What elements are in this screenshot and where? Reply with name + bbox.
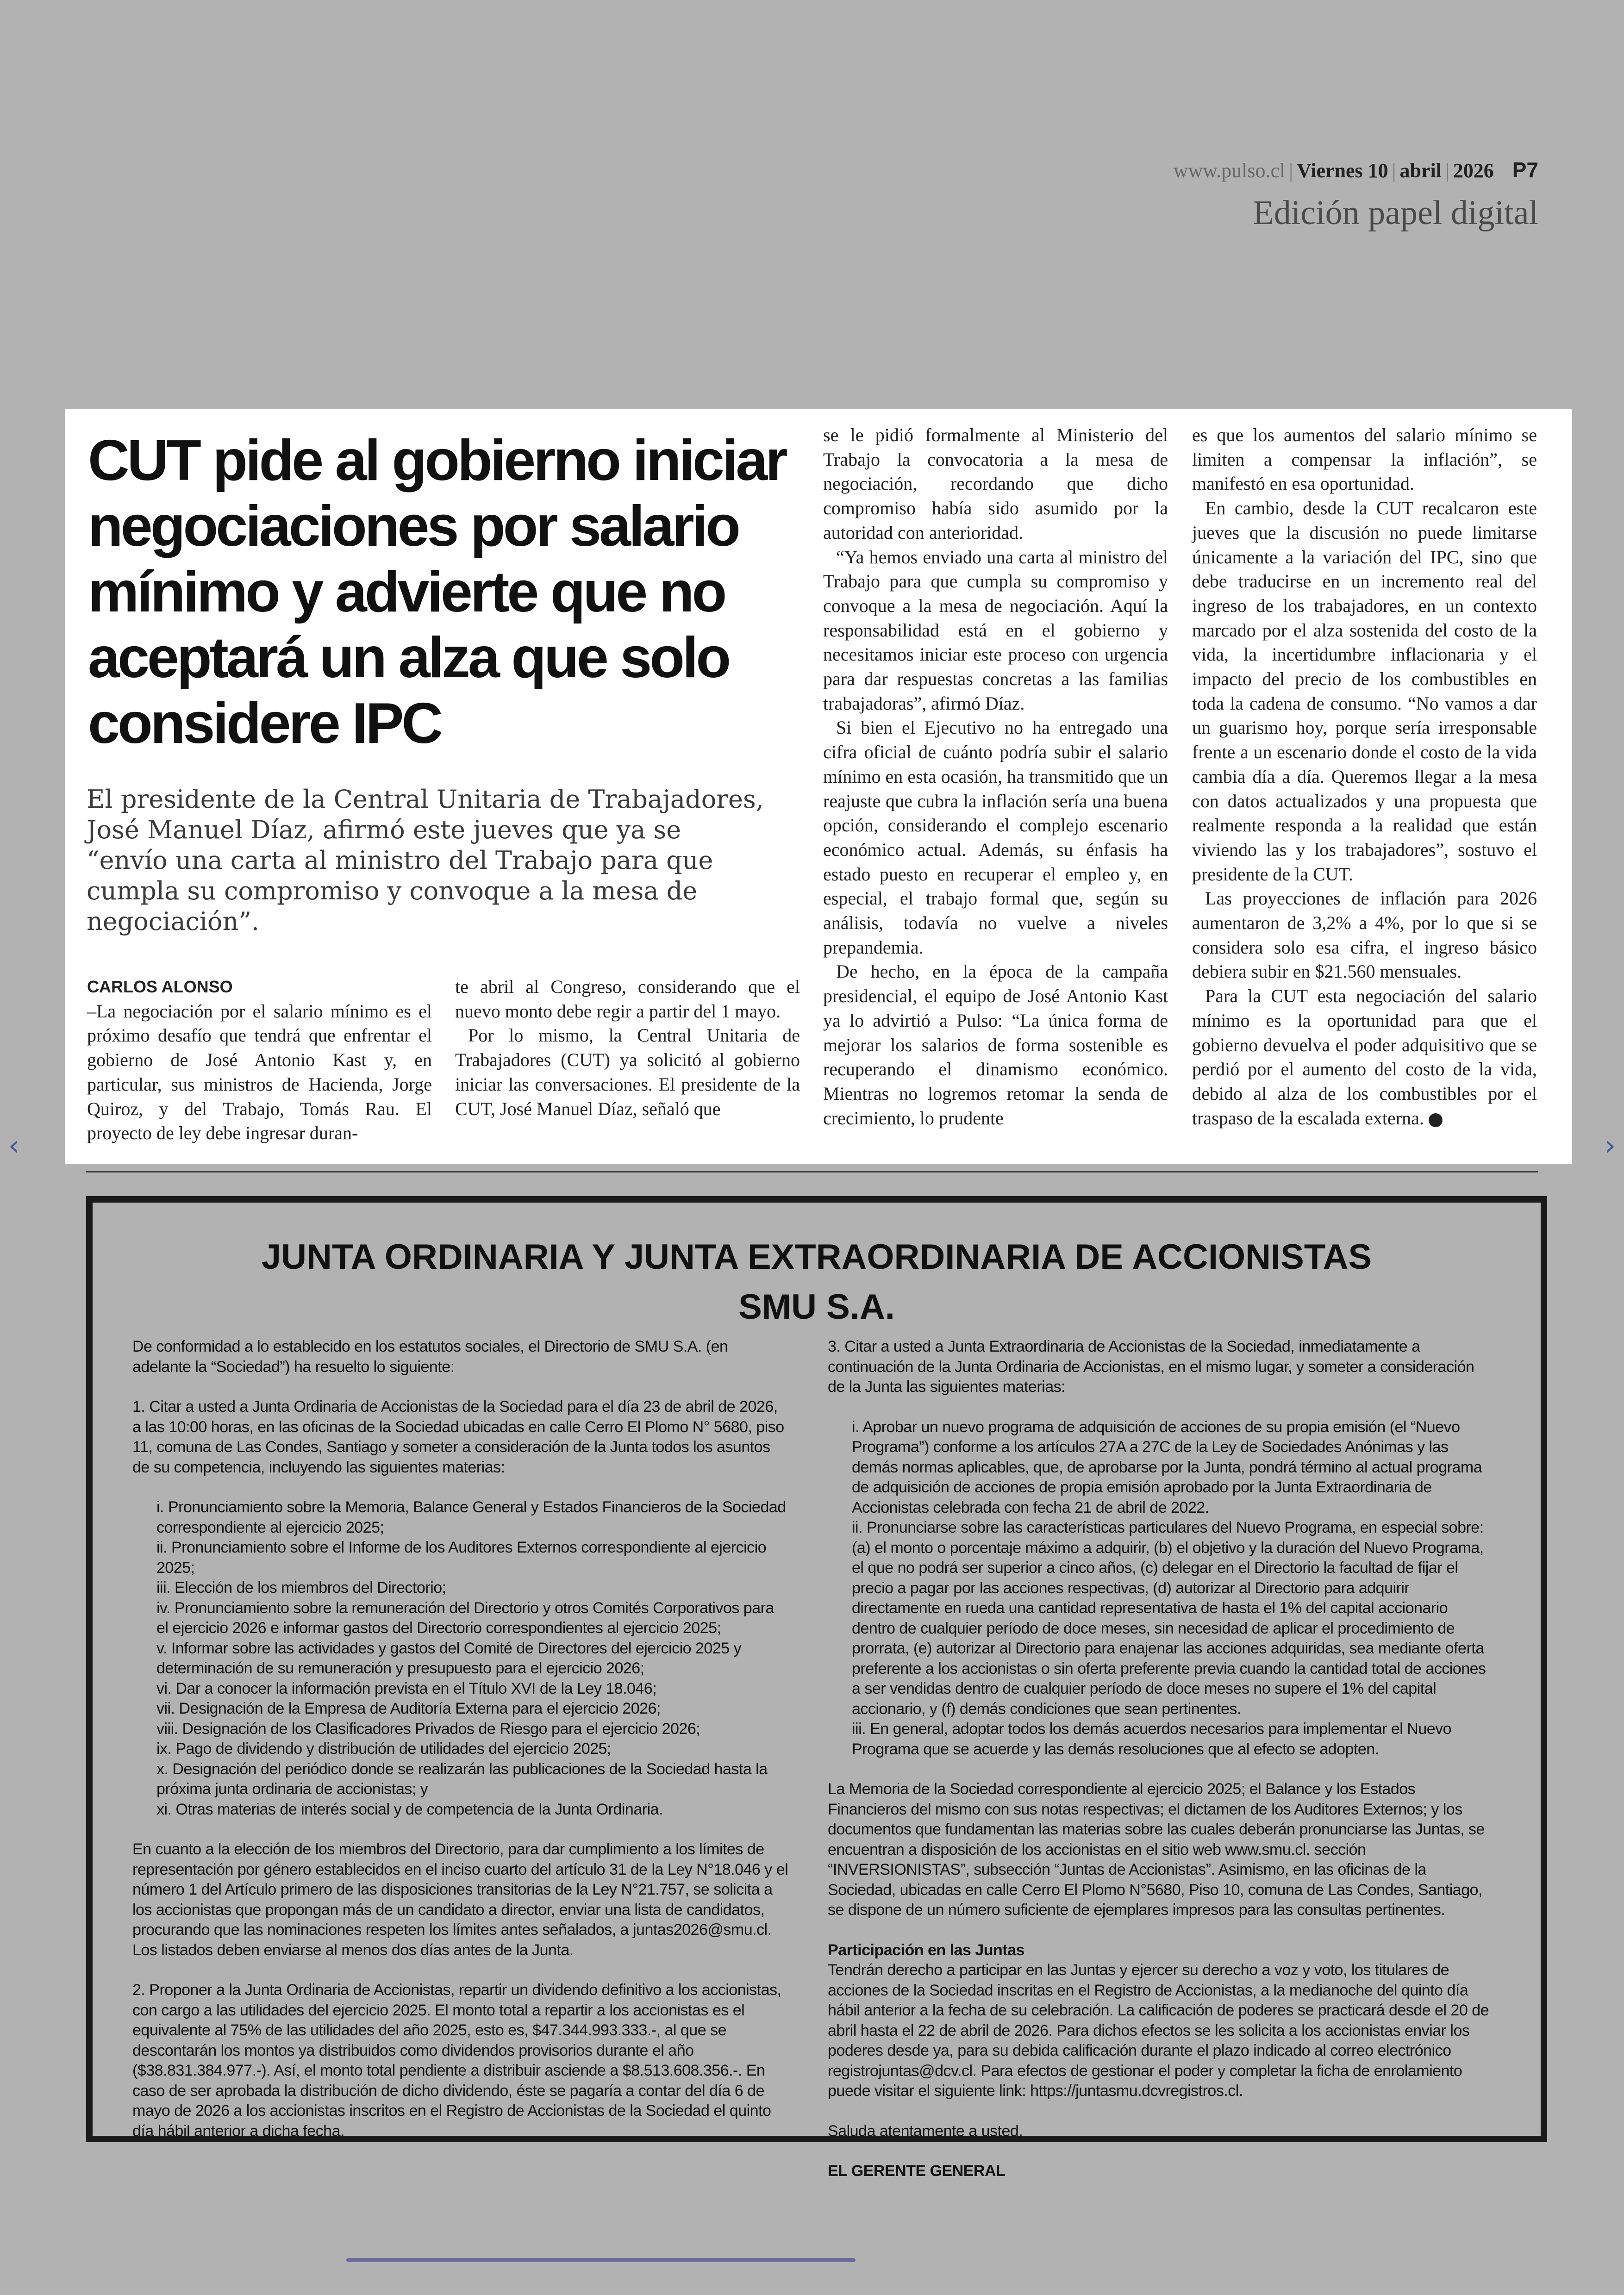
page-header: [1174, 157, 1538, 233]
article-column-1: [87, 975, 432, 1146]
article-paragraph: De hecho, en la época de la campaña presidencial, el equipo de José Antonio Kast ya lo advirtió a Pulso: “La única forma de mejorar los salarios de forma sostenible es recuperando el dinamismo económico. Mientras no logremos retomar la senda de crecimiento, lo prudente: [823, 961, 1168, 1129]
page-scroll-indicator[interactable]: [346, 2258, 856, 2262]
list-item: viii. Designación de los Clasificadores Privados de Riesgo para el ejercicio 2026;: [156, 1720, 700, 1738]
list-item: ii. Pronunciarse sobre las características particulares del Nuevo Programa, en especial sobre: (a) el monto o porcentaje máximo a adquirir, (b) el objetivo y la duración del Nuevo Programa, el que no podrá ser superior a cinco años, (c) delegar en el Directorio la facultad de fijar el precio a pagar por las acciones respectivas, (d) autorizar al Directorio para adquirir directamente en rueda una cantidad representativa de hasta el 1% del capital accionario dentro de cualquier período de doce meses, sin necesidad de aplicar el procedimiento de prorrata, (e) autorizar al Directorio para enajenar las acciones adquiridas, sea mediante oferta preferente a los accionistas o sin oferta preferente previa cuando la cantidad total de acciones a ser vendidas dentro de cualquier período de doce meses no supere el 1% del capital accionario, y (f) demás condiciones que sean pertinentes.: [852, 1519, 1486, 1718]
notice-list-ordinary: [132, 1497, 790, 1820]
article-column-3: [823, 423, 1168, 1130]
day-label: Viernes 10: [1297, 159, 1388, 182]
article-paragraph: –La negociación por el salario mínimo es el próximo desafío que tendrá que enfrentar el gobierno de José Antonio Kast y, en particular, sus ministros de Hacienda, Jorge Quiroz, y del Trabajo, Tomás Rau. El proyecto de ley debe ingresar duran-: [87, 1000, 432, 1144]
notice-directorio: En cuanto a la elección de los miembros del Directorio, para dar cumplimiento a los límites de representación por género establecidos en el inciso cuarto del artículo 31 de la Ley N°18.046 y el número 1 del Artículo primero de las disposiciones transitorias de la Ley N°21.757, se solicita a los accionistas que propongan más de un candidato a director, enviar una lista de candidatos, procurando que las nominaciones respeten los límites antes señalados, a juntas2026@smu.cl. Los listados deben enviarse al menos dos días antes de la Junta.: [132, 1840, 788, 1959]
notice-title-line-1: JUNTA ORDINARIA Y JUNTA EXTRAORDINARIA DE ACCIONISTAS: [261, 1237, 1372, 1277]
notice-point-3: 3. Citar a usted a Junta Extraordinaria de Accionistas de la Sociedad, inmediatamente a continuación de la Junta Ordinaria de Accionistas, en el mismo lugar, y someter a consideración de la Junta las siguientes materias:: [828, 1338, 1474, 1396]
article-paragraph: Las proyecciones de inflación para 2026 aumentaron de 3,2% a 4%, por lo que si se considera solo esa cifra, el ingreso básico debiera subir en $21.560 mensuales.: [1192, 888, 1537, 982]
notice-title-line-2: SMU S.A.: [738, 1287, 895, 1327]
chevron-right-icon[interactable]: ›: [1605, 1129, 1616, 1162]
article-last-text: Para la CUT esta negociación del salario mínimo es la oportunidad para que el gobierno devuelva el poder adquisitivo que se perdió por el aumento del costo de la vida, debido al alza de los combustibles por el traspaso de la escalada externa.: [1192, 985, 1537, 1129]
article-paragraph: Por lo mismo, la Central Unitaria de Trabajadores (CUT) ya solicitó al gobierno iniciar las conversaciones. El presidente de la CUT, José Manuel Díaz, señaló que: [455, 1025, 800, 1119]
list-item: i. Aprobar un nuevo programa de adquisición de acciones de su propia emisión (el “Nuevo Programa”) conforme a los artículos 27A a 27C de la Ley de Sociedades Anónimas y las demás normas aplicables, que, de aprobarse por la Junta, pondrá término al actual programa de adquisición de acciones de propia emisión aprobado por la Junta Extraordinaria de Accionistas celebrada con fecha 21 de abril de 2022.: [852, 1418, 1482, 1516]
news-article: [65, 409, 1572, 1164]
list-item: iii. En general, adoptar todos los demás acuerdos necesarios para implementar el Nuevo Programa que se acuerde y las demás resoluciones que al efecto se adopten.: [852, 1720, 1452, 1758]
notice-point-1: 1. Citar a usted a Junta Ordinaria de Accionistas de la Sociedad para el día 23 de abril de 2026, a las 10:00 horas, en las oficinas de la Sociedad ubicadas en calle Cerro El Plomo N° 5680, piso 11, comuna de Las Condes, Santiago y someter a consideración de la Junta todos los asuntos de su competencia, incluyendo las siguientes materias:: [132, 1398, 784, 1476]
notice-column-left: [132, 1337, 790, 2161]
article-byline: CARLOS ALONSO: [87, 977, 233, 996]
notice-memoria: La Memoria de la Sociedad correspondiente al ejercicio 2025; el Balance y los Estados Financieros del mismo con sus notas respectivas; el dictamen de los Auditores Externos; y los documentos que fundamentan las materias sobre las cuales deberán pronunciarse las Juntas, se encuentran a disposición de los accionistas en el sitio web www.smu.cl. sección “INVERSIONISTAS”, subsección “Juntas de Accionistas”. Asimismo, en las oficinas de la Sociedad, ubicadas en calle Cerro El Plomo N°5680, Piso 10, comuna de Las Condes, Santiago, se dispone de un número suficiente de ejemplares impresos para las consultas pertinentes.: [828, 1780, 1485, 1919]
list-item: v. Informar sobre las actividades y gastos del Comité de Directores del ejercicio 2025 y determinación de su remuneración y presupuesto para el ejercicio 2026;: [156, 1639, 742, 1677]
legal-notice: [86, 1196, 1547, 2180]
notice-saluda: Saluda atentamente a usted,: [828, 2122, 1023, 2140]
list-item: vii. Designación de la Empresa de Auditoría Externa para el ejercicio 2026;: [156, 1700, 661, 1717]
article-lead: El presidente de la Central Unitaria de Trabajadores, José Manuel Díaz, afirmó este jueves que ya se “envío una carta al ministro del Trabajo para que cumpla su compromiso y convoque a la mesa de negociación”.: [87, 785, 764, 936]
article-paragraph: En cambio, desde la CUT recalcaron este jueves que la discusión no puede limitarse únicamente a la variación del IPC, sino que debe traducirse en un incremento real del ingreso de los trabajadores, en un contexto marcado por el alza sostenida del costo de la vida, la incertidumbre inflacionaria y el impacto del precio de los combustibles en toda la cadena de consumo. “No vamos a dar un guarismo hoy, porque sería irresponsable frente a un escenario donde el costo de la vida cambia día a día. Queremos llegar a la mesa con datos actualizados y una propuesta que realmente responda a la realidad que están viviendo las y los trabajadores”, sostuvo el presidente de la CUT.: [1192, 498, 1537, 885]
year-label: 2026: [1453, 159, 1494, 182]
article-paragraph: [1192, 984, 1537, 1130]
edition-label: Edición papel digital: [1253, 194, 1538, 232]
article-paragraph: se le pidió formalmente al Ministerio del Trabajo la convocatoria a la mesa de negociación, recordando que dicho compromiso había sido asumido por la autoridad con anterioridad.: [823, 424, 1168, 543]
notice-list-extraordinary: [828, 1417, 1490, 1760]
list-item: iv. Pronunciamiento sobre la remuneración del Directorio y otros Comités Corporativos para el ejercicio 2026 e informar gastos del Directorio correspondientes al ejercicio 2025;: [156, 1599, 774, 1637]
list-item: i. Pronunciamiento sobre la Memoria, Balance General y Estados Financieros de la Sociedad correspondiente al ejercicio 2025;: [156, 1498, 786, 1536]
site-url[interactable]: www.pulso.cl: [1173, 159, 1286, 182]
article-paragraph: es que los aumentos del salario mínimo se limiten a compensar la inflación”, se manifestó en esa oportunidad.: [1192, 424, 1537, 494]
end-mark-icon: P: [1429, 1113, 1443, 1127]
notice-participacion: Tendrán derecho a participar en las Juntas y ejercer su derecho a voz y voto, los titulares de acciones de la Sociedad inscritas en el Registro de Accionistas, a la medianoche del quinto día hábil anterior a la fecha de su celebración. La calificación de poderes se practicará desde el 20 de abril hasta el 22 de abril de 2026. Para dichos efectos se les solicita a los accionistas enviar los poderes desde ya, para su debida calificación durante el plazo indicado al correo electrónico registrojuntas@dcv.cl. Para efectos de gestionar el poder y completar la ficha de enrolamiento puede visitar el siguiente link: https://juntasmu.dcvregistros.cl.: [828, 1961, 1489, 2100]
list-item: iii. Elección de los miembros del Directorio;: [156, 1579, 446, 1597]
dateline: www.pulso.cl | Viernes 10 | abril | 2026 P7: [1173, 158, 1538, 182]
list-item: x. Designación del periódico donde se realizarán las publicaciones de la Sociedad hasta la próxima junta ordinaria de accionistas; y: [156, 1760, 768, 1798]
notice-title: [93, 1232, 1541, 1332]
section-divider: [86, 1171, 1538, 1172]
participacion-title: Participación en las Juntas: [828, 1941, 1024, 1959]
list-item: ii. Pronunciamiento sobre el Informe de los Auditores Externos correspondiente al ejercicio 2025;: [156, 1539, 767, 1577]
list-item: xi. Otras materias de interés social y de competencia de la Junta Ordinaria.: [156, 1800, 663, 1818]
article-paragraph: Si bien el Ejecutivo no ha entregado una cifra oficial de cuánto podría subir el salario mínimo en esta ocasión, ha transmitido que un reajuste que cubra la inflación sería una buena opción, considerando el complejo escenario económico actual. Además, su énfasis ha estado puesto en recuperar el empleo y, en especial, el trabajo formal que, según su análisis, todavía no vuelve a niveles prepandemia.: [823, 717, 1168, 958]
list-item: ix. Pago de dividendo y distribución de utilidades del ejercicio 2025;: [156, 1740, 611, 1758]
notice-column-right: [828, 1337, 1490, 2182]
notice-intro: De conformidad a lo establecido en los estatutos sociales, el Directorio de SMU S.A. (en adelante la “Sociedad”) ha resuelto lo siguiente:: [132, 1338, 728, 1376]
article-headline: CUT pide al gobierno iniciar negociaciones por salario mínimo y advierte que no aceptará un alza que solo considere IPC: [88, 429, 786, 755]
article-paragraph: “Ya hemos enviado una carta al ministro del Trabajo para que cumpla su compromiso y convoque a la mesa de negociación. Aquí la responsabilidad está en el gobierno y necesitamos iniciar este proceso con urgencia para dar respuestas concretas a las familias trabajadoras”, afirmó Díaz.: [823, 546, 1168, 714]
chevron-left-icon[interactable]: ‹: [8, 1129, 19, 1162]
list-item: vi. Dar a conocer la información prevista en el Título XVI de la Ley 18.046;: [156, 1679, 657, 1697]
article-column-2: [455, 975, 800, 1121]
page-number: P7: [1512, 158, 1538, 182]
article-column-4: [1192, 423, 1537, 1130]
month-label: abril: [1399, 159, 1442, 182]
notice-signature: EL GERENTE GENERAL: [828, 2162, 1006, 2180]
article-paragraph: te abril al Congreso, considerando que el nuevo monto debe regir a partir del 1 mayo.: [455, 976, 800, 1022]
notice-point-2: 2. Proponer a la Junta Ordinaria de Accionistas, repartir un dividendo definitivo a los accionistas, con cargo a las utilidades del ejercicio 2025. El monto total a repartir a los accionistas es el equivalente al 75% de las utilidades del año 2025, esto es, $47.344.993.333.-, al que se descontarán los montos ya distribuidos como dividendos provisorios durante el año ($38.831.384.977.-). Así, el monto total pendiente a distribuir asciende a $8.513.608.356.-. En caso de ser aprobada la distribución de dicho dividendo, éste se pagaría a contar del día 6 de mayo de 2026 a los accionistas inscritos en el Registro de Accionistas de la Sociedad el quinto día hábil anterior a dicha fecha.: [132, 1981, 781, 2140]
